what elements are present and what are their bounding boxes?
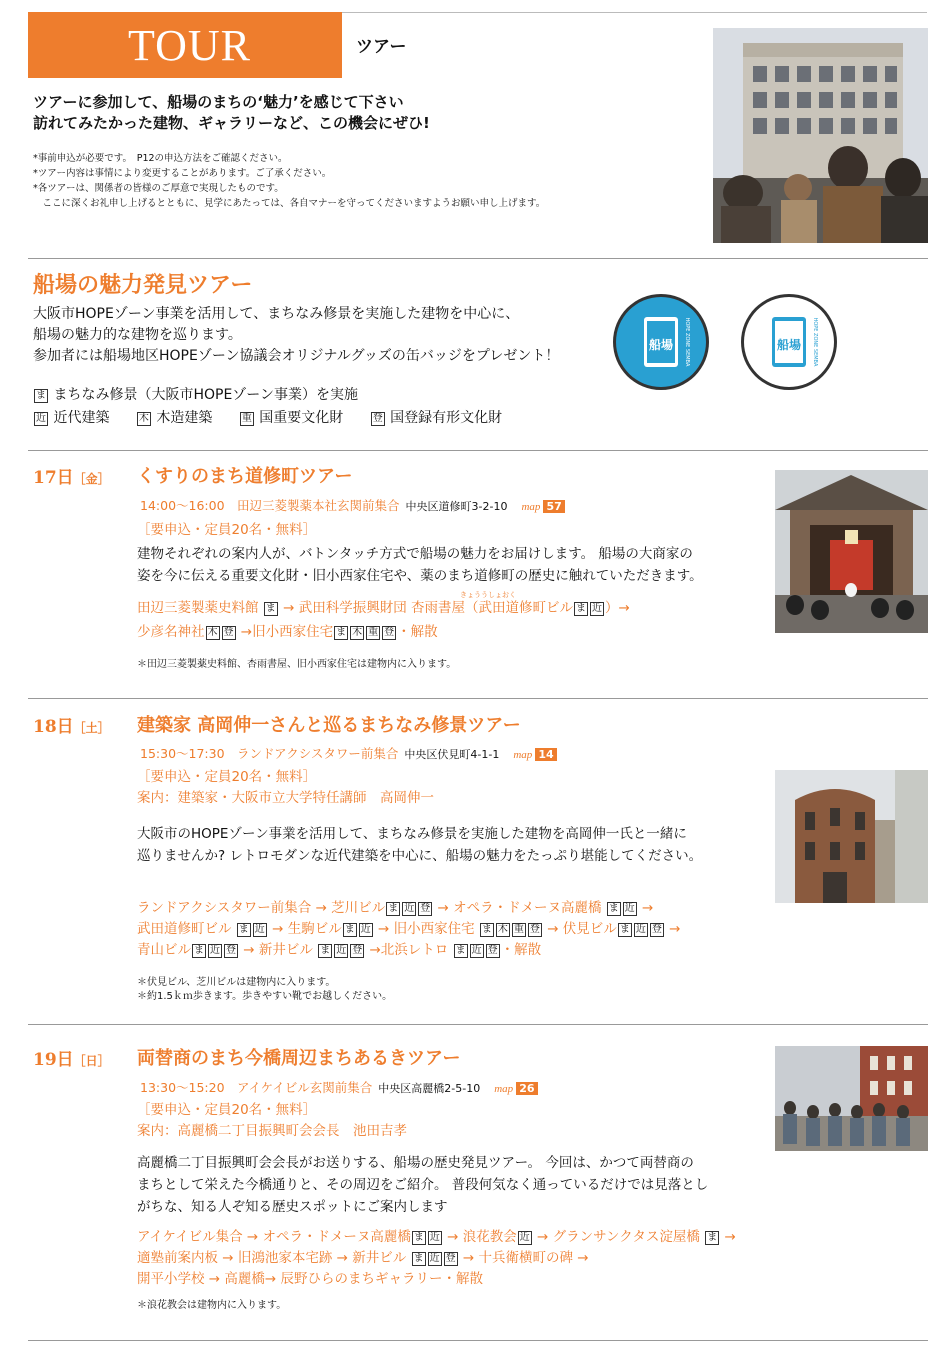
tour-3-date: 19日［日］ xyxy=(33,1050,110,1070)
legend xyxy=(33,384,524,430)
legend-mark: 木 xyxy=(138,413,149,424)
tour-label: TOUR xyxy=(128,21,251,70)
tour-subtitle: ツアー xyxy=(356,37,407,57)
header-photo xyxy=(713,28,928,243)
ruby-annotation: きょううしょおく xyxy=(460,591,516,599)
header-rule xyxy=(342,12,927,13)
tour-3-body: 高麗橋二丁目振興町会会長がお送りする、船場の歴史発見ツアー。 今回は、かつて両替商の まちとして栄えた今橋通りと、その周辺をご紹介。 普段何気なく通っているだけでは見落とし がちな、知る人ぞ知る歴史スポットにご案内します xyxy=(137,1155,709,1215)
lead-text: ツアーに参加して、船場のまちの‘魅力’を感じて下さい 訪れてみたかった建物、ギャラリーなど、この機会にぜひ! xyxy=(33,93,430,132)
tour-1-footnote: ＊田辺三菱製薬史料館、杏雨書屋、旧小西家住宅は建物内に入ります。 xyxy=(137,659,457,670)
legend-mark: 登 xyxy=(372,413,383,424)
legend-mark: ま xyxy=(36,390,46,401)
tour-1-route: 田辺三菱製薬史料館 ま → 武田科学振興財団 杏雨書屋（武田道修町ビル ま 近 ）→ 少彦名神社 木 登 →旧小西家住宅 ま 木 重 登 ・解散 xyxy=(137,600,630,640)
legend-row-1: ま まちなみ修景（大阪市HOPEゾーン事業）を実施 xyxy=(36,387,359,403)
map-number: 57 xyxy=(543,500,564,513)
tour-3-photo xyxy=(775,1046,928,1151)
badge-logo-text: 船場 xyxy=(648,338,674,352)
tour-2-photo xyxy=(775,770,928,903)
map-number: 26 xyxy=(516,1082,537,1095)
section-title: 船場の魅力発見ツアー xyxy=(33,272,253,298)
tour-1-date: 17日［金］ xyxy=(33,468,110,488)
svg-text:HOPE ZONE SEMBA: HOPE ZONE SEMBA xyxy=(812,317,818,367)
legend-mark: 近 xyxy=(36,413,46,424)
tour-1-title: くすりのまち道修町ツアー xyxy=(137,466,353,487)
tour-2-route: ランドアクシスタワー前集合 → 芝川ビル ま 近 登 → オペラ・ドメーヌ高麗橋 ま 近 → 武田道修町ビル ま 近 → 生駒ビル ま 近 → 旧小西家住宅 ま 木 重 登 → 伏見ビル ま 近 登 → 青山ビル ま 近 登 → 新井ビル ま 近 登 →北浜レトロ ま 近 登 ・解散 xyxy=(137,900,681,958)
tour-3-requirement: ［要申込・定員20名・無料］ 案内：高麗橋二丁目振興町会会長 池田吉孝 xyxy=(137,1102,407,1139)
header-notes: *事前申込が必要です。 P12の申込方法をご確認ください。 *ツアー内容は事情により変更することがあります。ご了承ください。 *各ツアーは、関係者の皆様のご厚意で実現したものです。 ここに深くお礼申し上げるとともに、見学にあたっては、各自マナーを守ってくださいますようお願い申し上げます。 xyxy=(33,153,546,209)
svg-text:HOPE ZONE SEMBA: HOPE ZONE SEMBA xyxy=(684,317,690,367)
legend-mark: 重 xyxy=(241,413,252,424)
tour-2-footnotes: ＊伏見ビル、芝川ビルは建物内に入ります。 ＊約1.5ｋｍ歩きます。歩きやすい靴でお越しください。 xyxy=(137,977,393,1002)
tour-2-requirement: ［要申込・定員20名・無料］ 案内：建築家・大阪市立大学特任講師 高岡伸一 xyxy=(137,769,434,806)
tour-3-meeting: 13:30〜15:20 アイケイビル玄関前集合 中央区高麗橋2-5-10 map 26 xyxy=(140,1078,538,1096)
tour-2-title: 建築家 高岡伸一さんと巡るまちなみ修景ツアー xyxy=(137,715,521,736)
divider-2 xyxy=(28,450,928,451)
tour-header-box xyxy=(28,12,342,78)
divider-1 xyxy=(28,258,928,259)
tour-3-title: 両替商のまち今橋周辺まちあるきツアー xyxy=(137,1048,461,1069)
tour-2-date: 18日［土］ xyxy=(33,717,110,737)
divider-5 xyxy=(28,1340,928,1341)
tour-3-route: アイケイビル集合 → オペラ・ドメーヌ高麗橋 ま 近 → 浪花教会 近 → グランサンクタス淀屋橋 ま → 適塾前案内板 → 旧鴻池家本宅跡 → 新井ビル ま 近 登 → 十兵衛横町の碑 → 開平小学校 → 高麗橋→ 辰野ひらのまちギャラリー・解散 xyxy=(137,1229,736,1287)
badge-white xyxy=(740,293,838,391)
badge-blue xyxy=(612,293,710,391)
map-number: 14 xyxy=(535,748,556,761)
divider-4 xyxy=(28,1024,928,1025)
tour-1-meeting: 14:00〜16:00 田辺三菱製薬本社玄関前集合 中央区道修町3-2-10 map 57 xyxy=(140,496,565,514)
legend-row-2: 近 近代建築 木 木造建築 重 国重要文化財 登 国登録有形文化財 xyxy=(36,410,503,426)
tour-1-body: 建物それぞれの案内人が、バトンタッチ方式で船場の魅力をお届けします。 船場の大商家の 姿を今に伝える重要文化財・旧小西家住宅や、薬のまち道修町の歴史に触れていただきます。 xyxy=(137,546,703,584)
badge-logo-text: 船場 xyxy=(776,338,802,352)
tour-1-photo xyxy=(775,470,928,633)
section-description: 大阪市HOPEゾーン事業を活用して、まちなみ修景を実施した建物を中心に、 船場の魅力的な建物を巡ります。 参加者には船場地区HOPEゾーン協議会オリジナルグッズの缶バッジをプレゼント！ xyxy=(33,306,560,364)
tour-3-footnote: ＊浪花教会は建物内に入ります。 xyxy=(137,1300,287,1311)
tour-1-requirement: ［要申込・定員20名・無料］ xyxy=(137,522,317,538)
divider-3 xyxy=(28,698,928,699)
tour-2-meeting: 15:30〜17:30 ランドアクシスタワー前集合 中央区伏見町4-1-1 map 14 xyxy=(140,744,557,762)
tour-2-body: 大阪市のHOPEゾーン事業を活用して、まちなみ修景を実施した建物を高岡伸一氏と一緒に 巡りませんか? レトロモダンな近代建築を中心に、船場の魅力をたっぷり堪能してください。 xyxy=(137,826,703,864)
